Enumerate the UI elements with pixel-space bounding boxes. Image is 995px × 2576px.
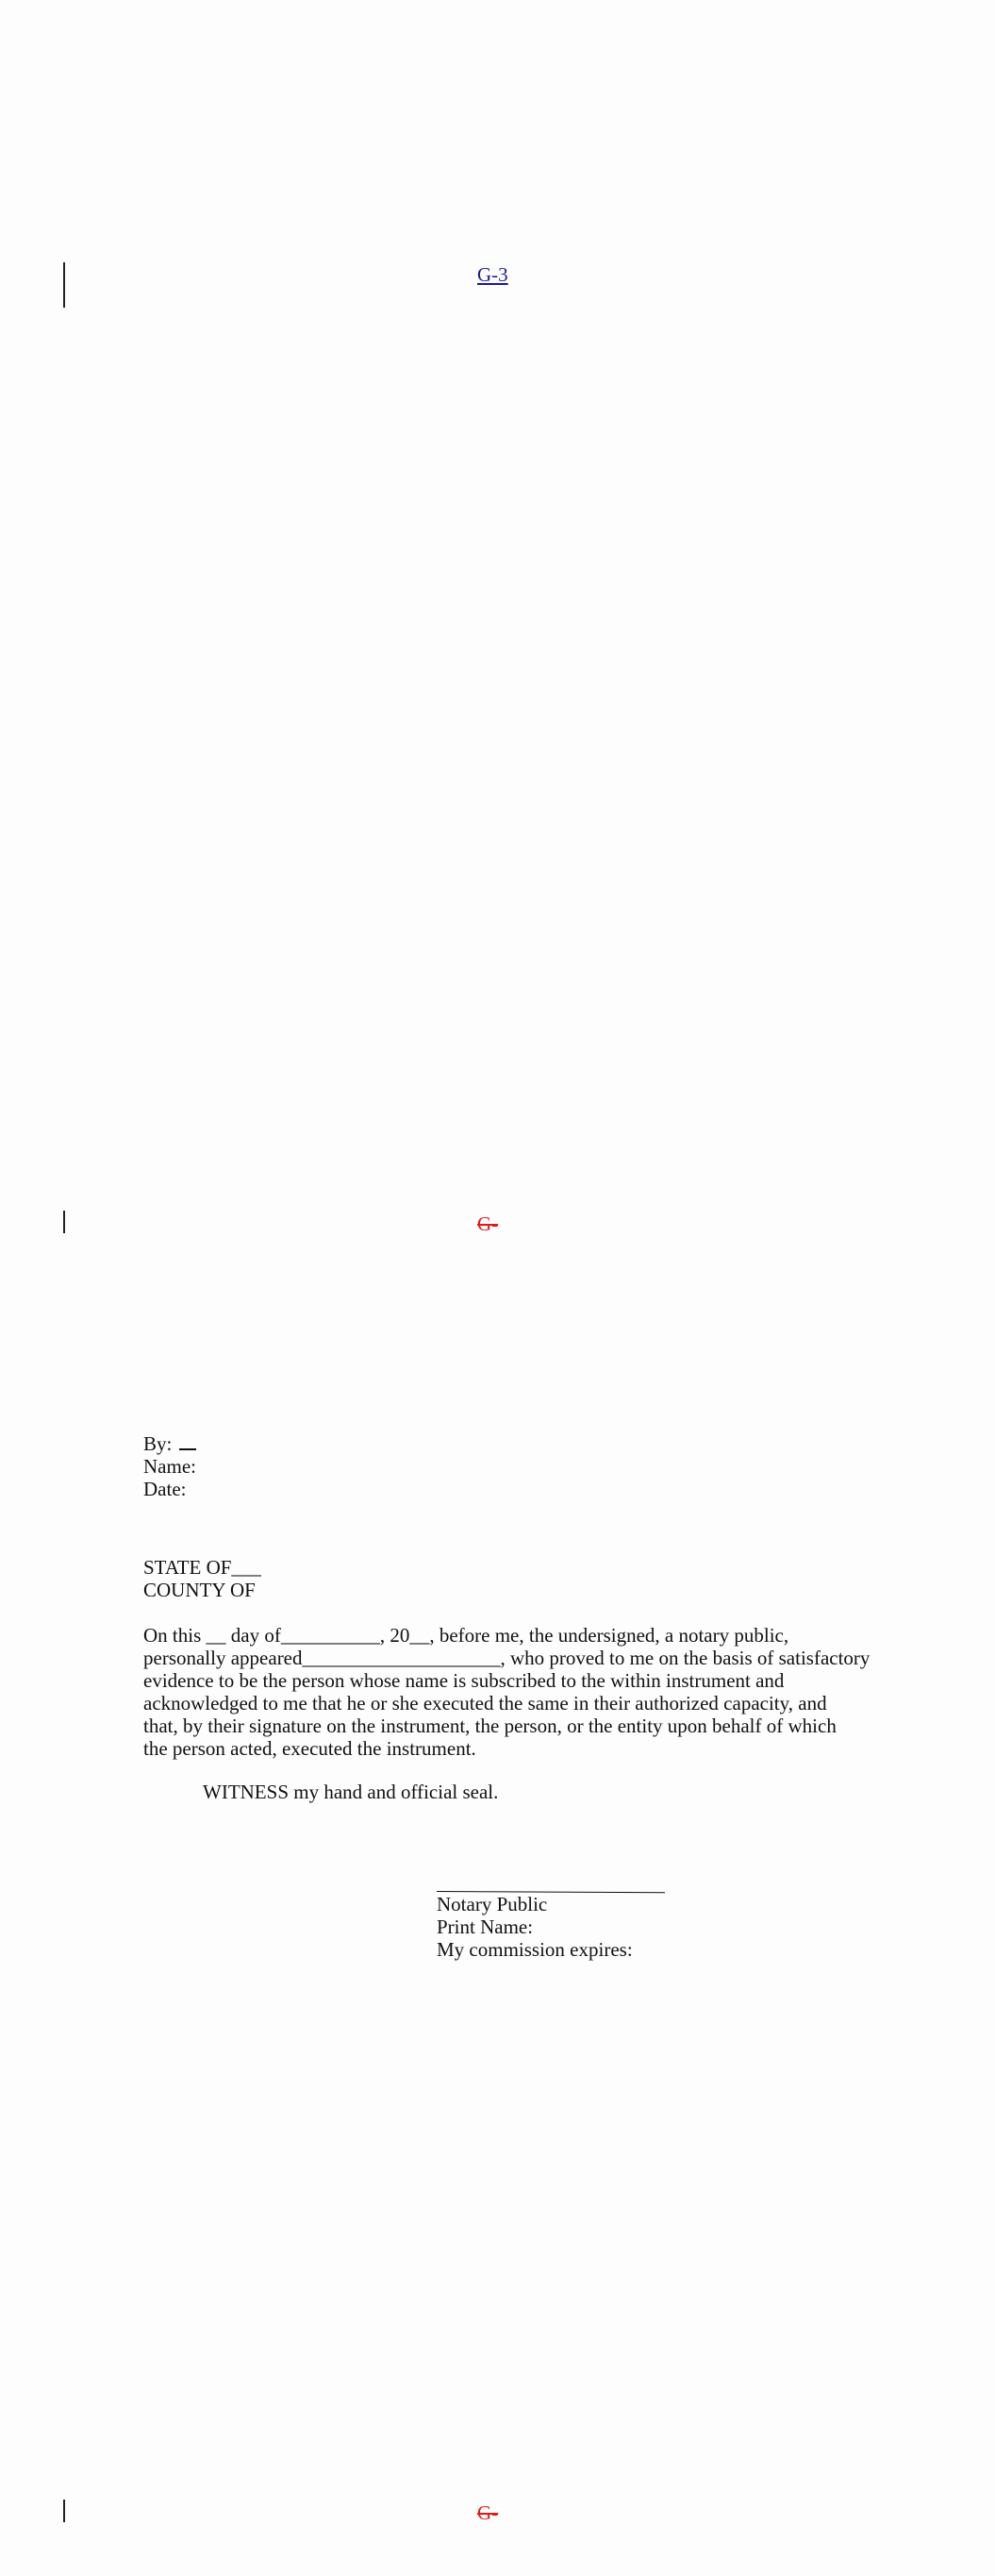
venue-block <box>143 1556 261 1601</box>
notary-signature-block <box>437 1893 633 1961</box>
commission-expires-label: My commission expires: <box>437 1938 633 1961</box>
by-label: By: <box>143 1432 173 1455</box>
acknowledgment-line: personally appeared____________________, who proved to me on the basis of satisfactory <box>143 1647 871 1669</box>
signature-block <box>143 1431 196 1500</box>
change-bar-middle <box>63 1211 65 1233</box>
by-line <box>143 1431 196 1455</box>
change-bar-top <box>63 262 65 308</box>
state-line: STATE OF___ <box>143 1556 261 1579</box>
notary-public-label: Notary Public <box>437 1893 548 1915</box>
acknowledgment-line: the person acted, executed the instrument. <box>143 1737 476 1760</box>
acknowledgment-line: evidence to be the person whose name is subscribed to the within instrument and <box>143 1669 785 1692</box>
witness-statement: WITNESS my hand and official seal. <box>203 1781 499 1803</box>
page-number-inserted: G-3 <box>477 263 508 286</box>
by-signature-blank <box>179 1431 196 1450</box>
acknowledgment-paragraph <box>143 1624 871 1760</box>
acknowledgment-line: that, by their signature on the instrument, the person, or the entity upon behalf of which <box>143 1715 837 1737</box>
acknowledgment-line: On this __ day of__________, 20__, before me, the undersigned, a notary public, <box>143 1624 789 1647</box>
county-line: COUNTY OF <box>143 1579 256 1601</box>
page-number-deleted: G- <box>477 1213 499 1235</box>
page-number-deleted-bottom: G- <box>477 2501 499 2524</box>
change-bar-bottom <box>63 2500 65 2522</box>
name-label: Name: <box>143 1455 196 1478</box>
date-label: Date: <box>143 1478 187 1500</box>
acknowledgment-line: acknowledged to me that he or she executed the same in their authorized capacity, and <box>143 1692 827 1715</box>
print-name-label: Print Name: <box>437 1915 534 1938</box>
